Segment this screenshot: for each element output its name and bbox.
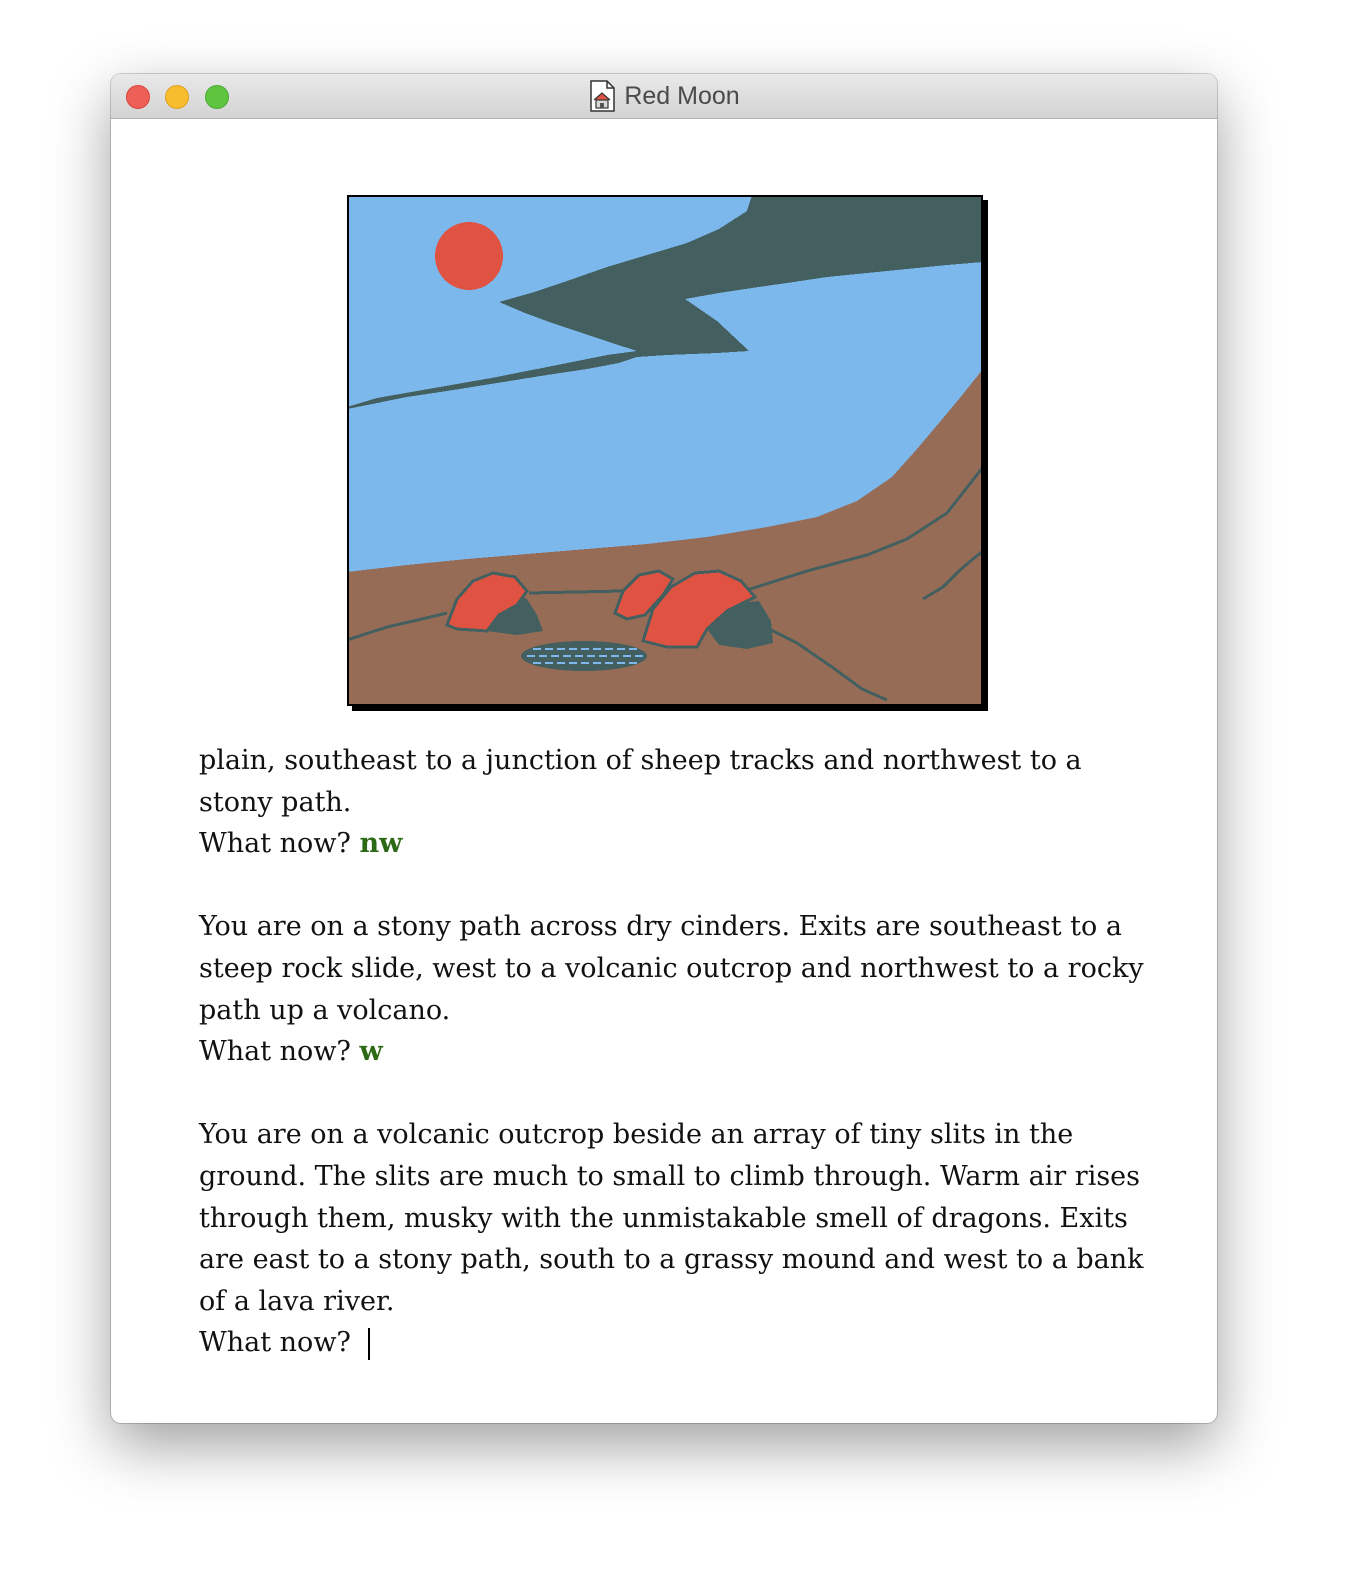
- red-sun: [435, 222, 503, 290]
- document-house-icon: [588, 80, 616, 112]
- prompt-line: [199, 1031, 1149, 1073]
- spacer: [199, 1073, 1149, 1115]
- ground-crack: [529, 591, 623, 593]
- transcript: [199, 740, 1149, 1364]
- title-group: [111, 74, 1217, 118]
- player-command: w: [359, 1036, 383, 1068]
- window-title: Red Moon: [624, 81, 740, 110]
- game-content: [111, 119, 1217, 1423]
- prompt-label: What now?: [199, 1327, 351, 1359]
- spacer: [199, 865, 1149, 907]
- text-caret: [368, 1328, 370, 1360]
- room-description: You are on a stony path across dry cinders. Exits are southeast to a steep rock slide, west to a volcanic outcrop and northwest to a rocky path up a volcano.: [199, 911, 1144, 1026]
- title-bar[interactable]: [111, 74, 1217, 119]
- room-description: You are on a volcanic outcrop beside an array of tiny slits in the ground. The slits are much to small to climb through. Warm air rises through them, musky with the unmistakable smell of dragons. Exits are east to a stony path, south to a grassy mound and west to a bank of a lava river.: [199, 1119, 1144, 1317]
- prompt-label: What now?: [199, 828, 351, 860]
- command-input[interactable]: [360, 1327, 560, 1361]
- room-description: plain, southeast to a junction of sheep tracks and northwest to a stony path.: [199, 745, 1082, 818]
- prompt-line: [199, 1322, 1149, 1364]
- prompt-line: [199, 823, 1149, 865]
- scene-illustration: [347, 195, 983, 706]
- game-window: [111, 74, 1217, 1423]
- prompt-label: What now?: [199, 1036, 351, 1068]
- player-command: nw: [359, 828, 403, 860]
